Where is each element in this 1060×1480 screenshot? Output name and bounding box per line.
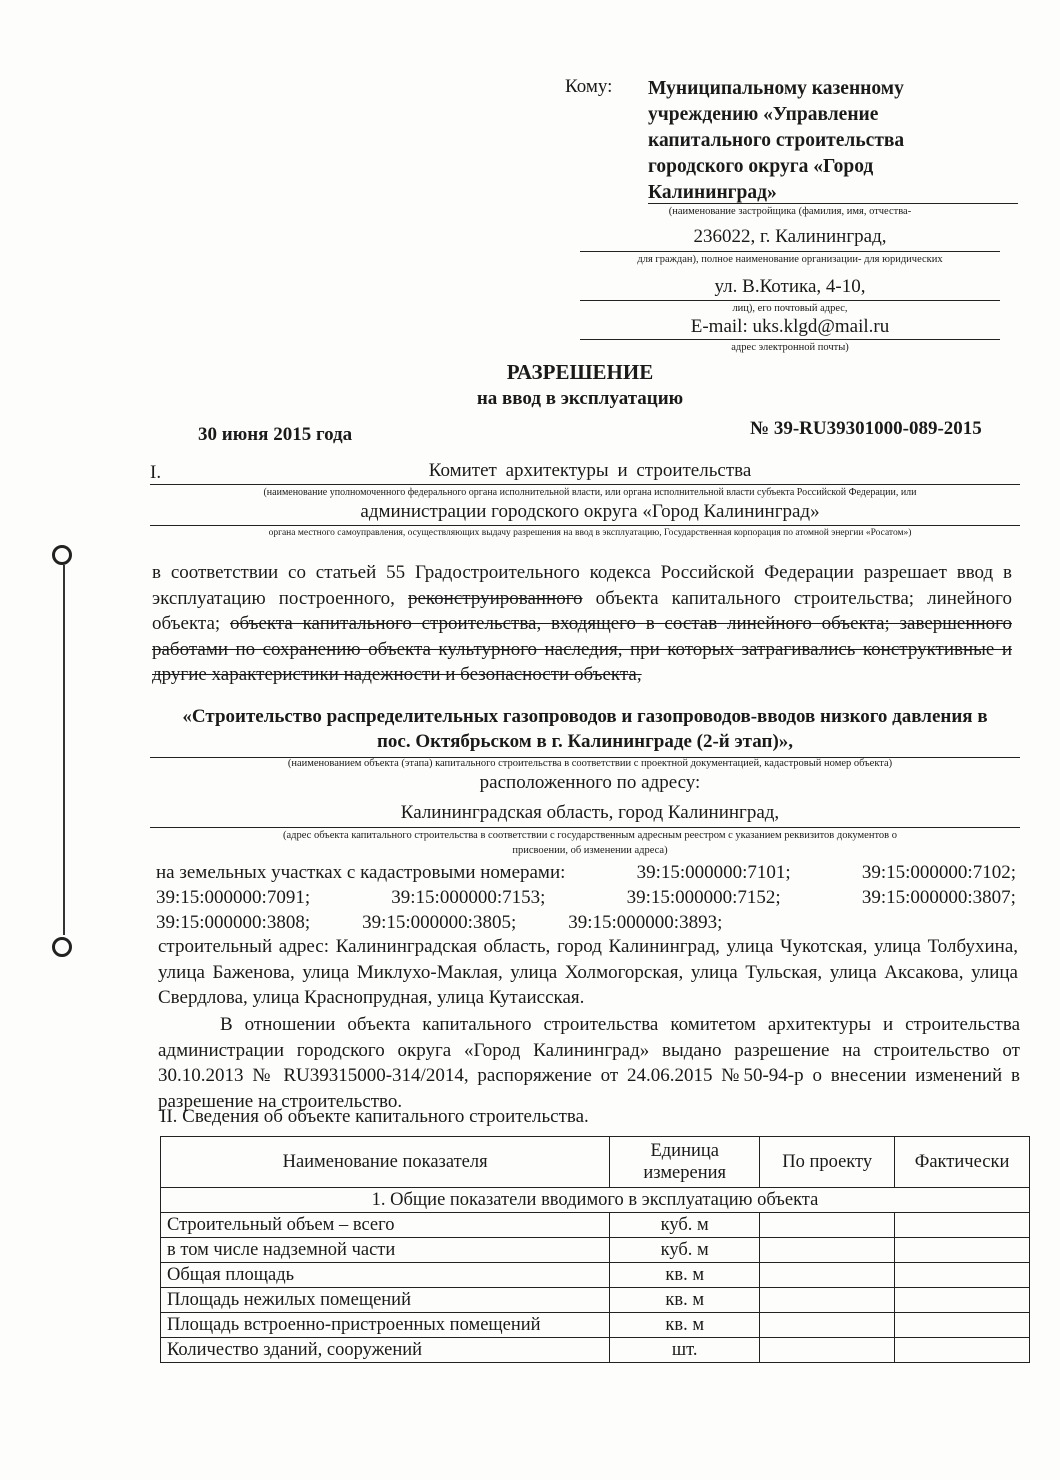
cadastral-row bbox=[156, 887, 1016, 912]
table-cell-unit: кв. м bbox=[610, 1313, 760, 1338]
recipient-name-line: Калининград» bbox=[648, 182, 777, 203]
table-cell-name: в том числе надземной части bbox=[161, 1238, 610, 1263]
binder-hole-bottom bbox=[52, 937, 72, 957]
table-cell-name: Строительный объем – всего bbox=[161, 1213, 610, 1238]
permit-paragraph bbox=[152, 560, 1012, 688]
recipient-postal: 236022, г. Калининград, bbox=[693, 226, 887, 247]
table-row bbox=[161, 1338, 1030, 1363]
email-underline bbox=[580, 339, 1000, 340]
binder-line bbox=[63, 565, 65, 935]
recipient-name-line: капитального строительства bbox=[648, 130, 905, 151]
permit-paragraph-text: в соответствии со статьей 55 Градостроительного кодекса Российской Федерации разрешает ввод в эксплуатацию построенного, bbox=[152, 562, 1012, 609]
cadastral-block bbox=[156, 862, 1016, 937]
recipient-caption-2: для граждан), полное наименование организации- для юридических bbox=[637, 254, 943, 265]
table-cell-project bbox=[760, 1288, 895, 1313]
table-cell-unit: кв. м bbox=[610, 1263, 760, 1288]
table-cell-unit: куб. м bbox=[610, 1238, 760, 1263]
cadastral-number: 39:15:000000:7102; bbox=[861, 862, 1016, 883]
table-cell-name: Площадь встроенно-пристроенных помещений bbox=[161, 1313, 610, 1338]
cadastral-number: 39:15:000000:7153; bbox=[391, 887, 546, 908]
object-address: Калининградская область, город Калининград, bbox=[400, 802, 780, 823]
object-info-table bbox=[160, 1136, 1030, 1363]
table-cell-name: Количество зданий, сооружений bbox=[161, 1338, 610, 1363]
building-permit-paragraph: В отношении объекта капитального строительства комитетом архитектуры и строительства администрации городского округа «Город Калининград» выдано разрешение на строительство от 30.10.2013 № RU39315000-314/2014, распоряжение от 24.06.2015 №50-94-р о внесении изменений в разрешение на строительство. bbox=[158, 1014, 1020, 1112]
table-section-row bbox=[161, 1188, 1030, 1213]
org-line-1-underline bbox=[150, 484, 1020, 485]
cadastral-number: 39:15:000000:7091; bbox=[156, 887, 311, 908]
table-header-cell: Фактически bbox=[895, 1137, 1030, 1188]
struck-text: реконструированного bbox=[407, 587, 583, 609]
table-cell-actual bbox=[895, 1338, 1030, 1363]
table-row bbox=[161, 1288, 1030, 1313]
to-label: Кому: bbox=[565, 76, 613, 97]
table-cell-actual bbox=[895, 1263, 1030, 1288]
recipient-caption-1: (наименование застройщика (фамилия, имя, отчества- bbox=[668, 206, 912, 217]
table-cell-project bbox=[760, 1263, 895, 1288]
issuing-org-caption-1: (наименование уполномоченного федерального органа исполнительной власти, или органа исполнительной власти субъекта Российской Федерации, или bbox=[263, 487, 917, 498]
table-cell-actual bbox=[895, 1313, 1030, 1338]
construction-address: строительный адрес: Калининградская область, город Калининград, улица Чукотская, улица Толбухина, улица Баженова, улица Миклухо-Маклая, улица Холмогорская, улица Тульская, улица Аксакова, улица Свердлова, улица Краснопрудная, улица Кутаисская. bbox=[158, 936, 1018, 1008]
cadastral-number: 39:15:000000:7101; bbox=[636, 862, 791, 883]
object-name: «Строительство распределительных газопроводов и газопроводов-вводов низкого давления в пос. Октябрьском в г. Калининграде (2-й этап)», bbox=[182, 706, 988, 752]
recipient-name bbox=[648, 76, 978, 206]
address-caption-1: (адрес объекта капитального строительства в соответствии с государственным адресным реестром с указанием реквизитов документов о bbox=[283, 830, 897, 841]
recipient-caption-3: лиц), его почтовый адрес, bbox=[732, 303, 848, 314]
issuing-org-line-1: Комитет архитектуры и строительства bbox=[428, 460, 752, 481]
table-section-title: 1. Общие показатели вводимого в эксплуатацию объекта bbox=[161, 1188, 1030, 1213]
table-cell-project bbox=[760, 1213, 895, 1238]
issuing-org-caption-2: органа местного самоуправления, осуществляющих выдачу разрешения на ввод в эксплуатацию, Государственная корпорация по атомной энергии «Росатом») bbox=[268, 528, 912, 538]
cadastral-number: 39:15:000000:3807; bbox=[861, 887, 1016, 908]
table-cell-project bbox=[760, 1238, 895, 1263]
table-cell-name: Общая площадь bbox=[161, 1263, 610, 1288]
recipient-name-line: учреждению «Управление bbox=[648, 104, 879, 125]
recipient-name-underline bbox=[648, 203, 1018, 204]
binder-hole-top bbox=[52, 545, 72, 565]
cadastral-row bbox=[156, 862, 1016, 887]
issue-date: 30 июня 2015 года bbox=[198, 424, 353, 445]
cadastral-number: 39:15:000000:3808; bbox=[156, 912, 311, 933]
recipient-caption-4: адрес электронной почты) bbox=[731, 342, 849, 353]
recipient-email: E-mail: uks.klgd@mail.ru bbox=[690, 316, 890, 337]
permit-paragraph-text: объекта капитального строительства; линейного объекта; bbox=[152, 587, 1012, 634]
table-row bbox=[161, 1238, 1030, 1263]
cadastral-number: 39:15:000000:3805; bbox=[362, 912, 517, 933]
recipient-street: ул. В.Котика, 4-10, bbox=[714, 276, 866, 297]
table-row bbox=[161, 1213, 1030, 1238]
table-header-cell: Единица измерения bbox=[610, 1137, 760, 1188]
permit-number: № 39-RU39301000-089-2015 bbox=[750, 418, 982, 439]
issuing-org-line-2: администрации городского округа «Город Калининград» bbox=[360, 501, 820, 522]
address-underline bbox=[150, 827, 1020, 828]
table-row bbox=[161, 1263, 1030, 1288]
struck-text: объекта капитального строительства, входящего в состав линейного объекта; завершенного работами по сохранению объекта культурного наследия, при которых затрагивались конструктивные и другие характеристики надежности и безопасности объекта, bbox=[152, 613, 1012, 685]
table-header-cell: По проекту bbox=[760, 1137, 895, 1188]
table-header-cell: Наименование показателя bbox=[161, 1137, 610, 1188]
street-underline bbox=[580, 300, 1000, 301]
located-at-label: расположенного по адресу: bbox=[479, 772, 701, 793]
cadastral-number: 39:15:000000:3893; bbox=[568, 912, 723, 933]
object-caption: (наименованием объекта (этапа) капитального строительства в соответствии с проектной документацией, кадастровый номер объекта) bbox=[287, 758, 893, 769]
section-2-heading: II. Сведения об объекте капитального строительства. bbox=[160, 1106, 589, 1127]
table-cell-project bbox=[760, 1313, 895, 1338]
document-title: РАЗРЕШЕНИЕ bbox=[506, 360, 654, 384]
table-cell-actual bbox=[895, 1213, 1030, 1238]
recipient-name-line: городского округа «Город bbox=[648, 156, 874, 177]
address-caption-2: присвоении, об изменении адреса) bbox=[512, 845, 668, 856]
table-row bbox=[161, 1313, 1030, 1338]
table-cell-unit: шт. bbox=[610, 1338, 760, 1363]
table-cell-actual bbox=[895, 1288, 1030, 1313]
section-1-numeral: I. bbox=[150, 462, 162, 483]
table-cell-name: Площадь нежилых помещений bbox=[161, 1288, 610, 1313]
cadastral-intro: на земельных участках с кадастровыми номерами: bbox=[156, 862, 566, 883]
table-cell-unit: кв. м bbox=[610, 1288, 760, 1313]
cadastral-number: 39:15:000000:7152; bbox=[626, 887, 781, 908]
org-line-2-underline bbox=[150, 525, 1020, 526]
table-cell-actual bbox=[895, 1238, 1030, 1263]
recipient-name-line: Муниципальному казенному bbox=[648, 78, 904, 99]
document-subtitle: на ввод в эксплуатацию bbox=[476, 388, 684, 409]
table-cell-unit: куб. м bbox=[610, 1213, 760, 1238]
table-header-row bbox=[161, 1137, 1030, 1188]
postal-underline bbox=[580, 251, 1000, 252]
table-cell-project bbox=[760, 1338, 895, 1363]
